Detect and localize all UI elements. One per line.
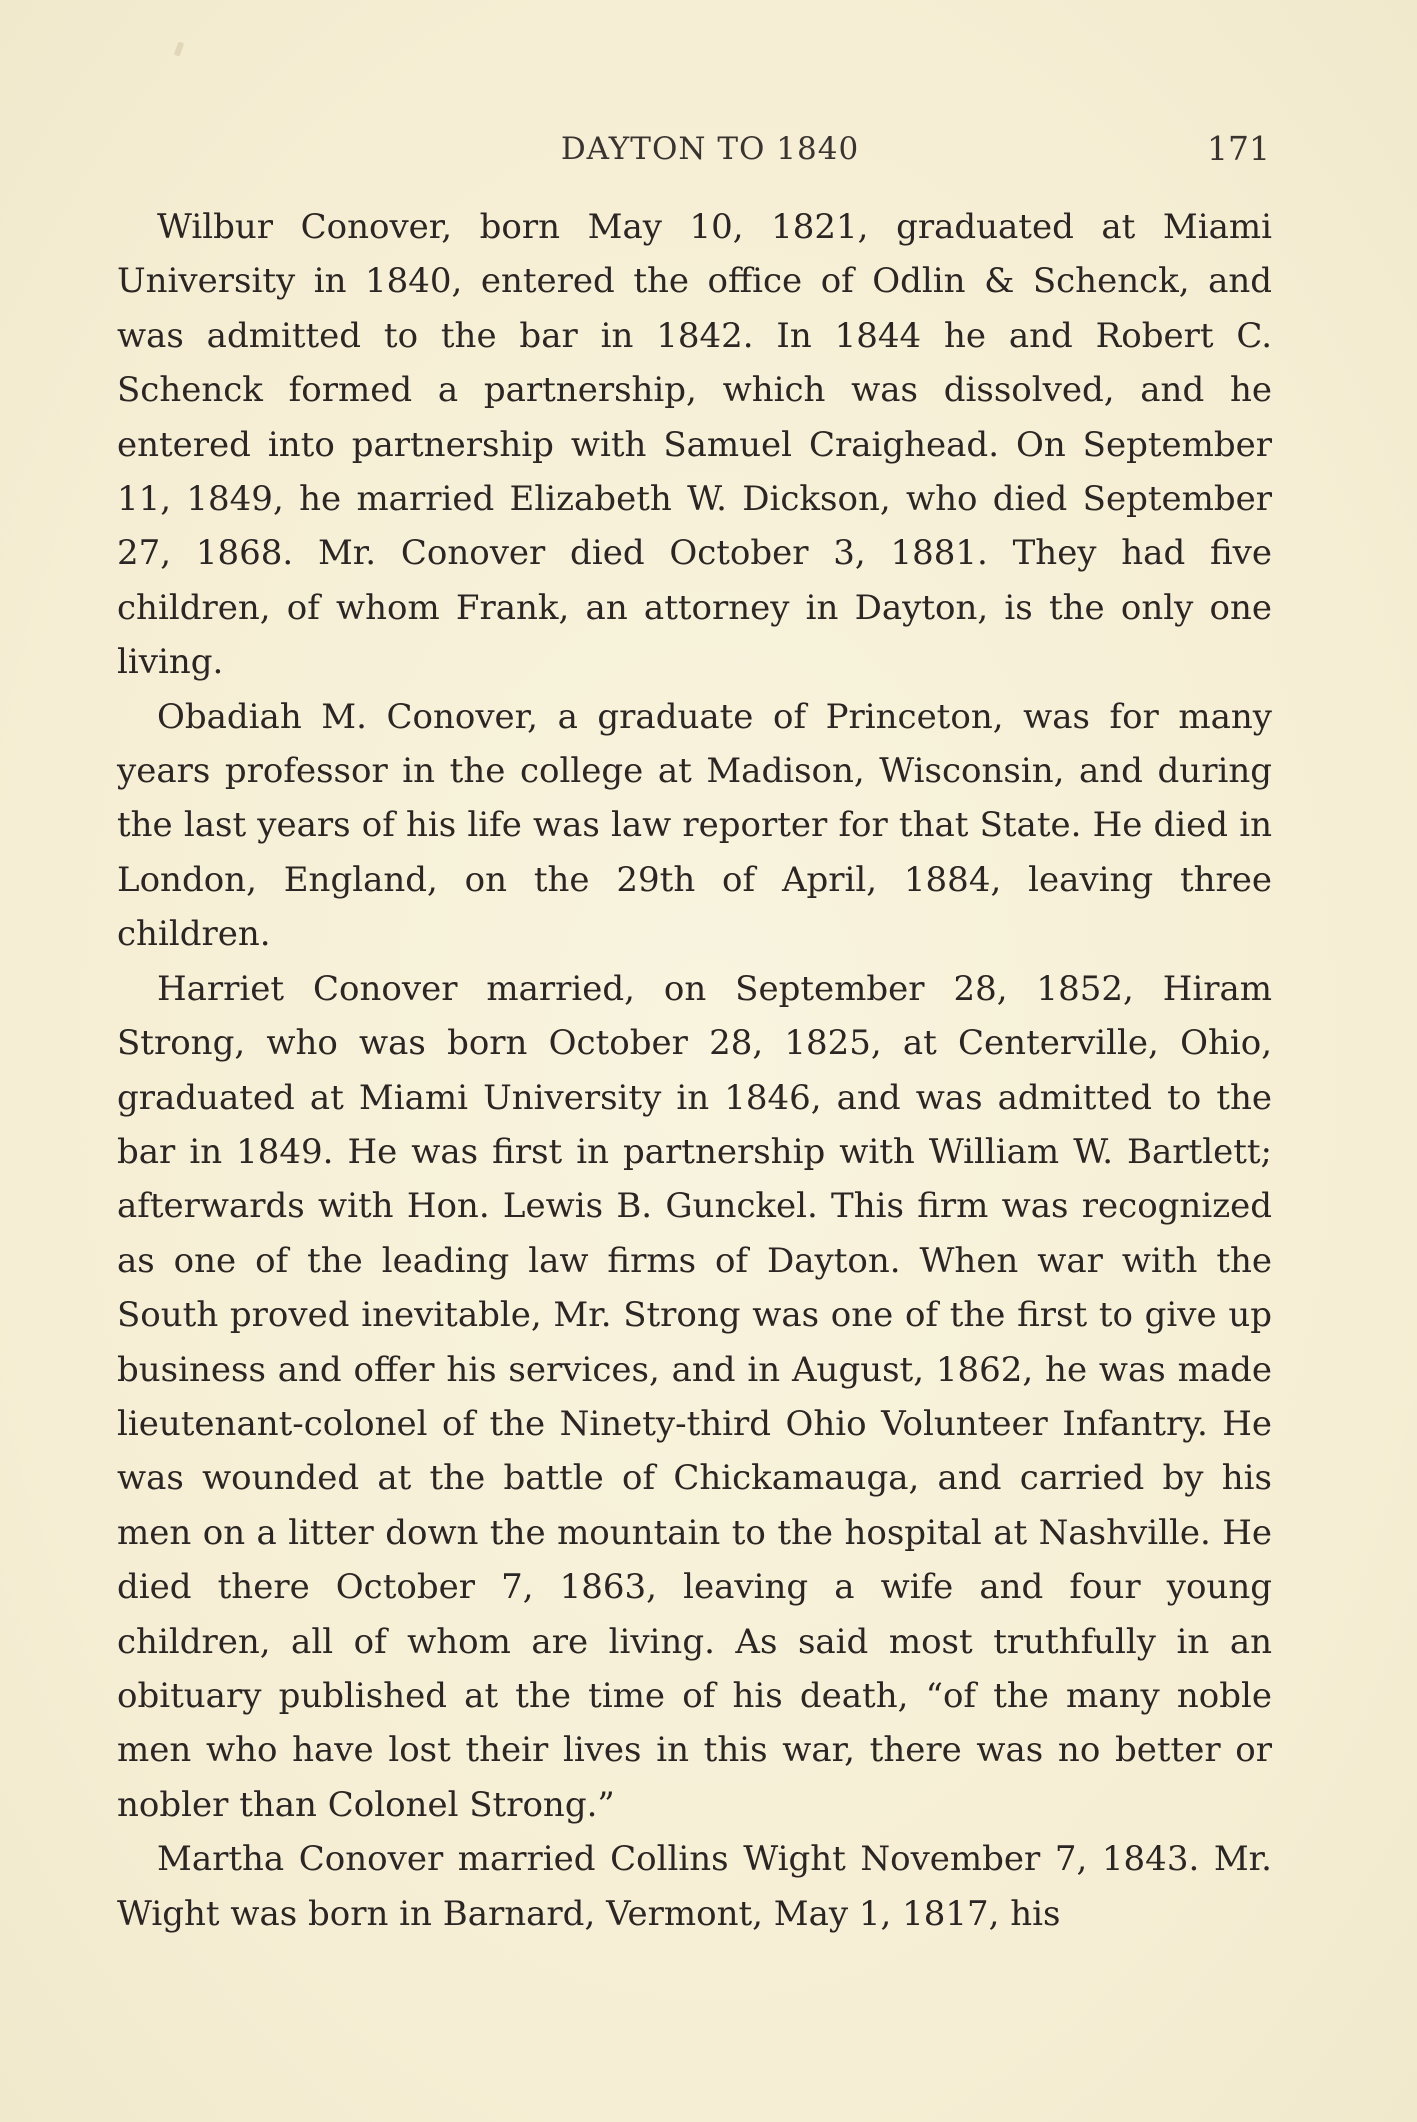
pencil-mark [174, 41, 184, 56]
paragraph-martha-conover: Martha Conover married Collins Wight November 7, 1843. Mr. Wight was born in Barnard, Vermont, May 1, 1817, his [117, 1839, 1272, 1934]
page-header [150, 123, 1270, 175]
body-text [117, 200, 1272, 1941]
paragraph-harriet-conover: Harriet Conover married, on September 28, 1852, Hiram Strong, who was born October 28, 1825, at Centerville, Ohio, graduated at Miami University in 1846, and was admitted to the bar in 1849. He was first in partnership with William W. Bartlett; afterwards with Hon. Lewis B. Gunckel. This firm was recognized as one of the leading law firms of Dayton. When war with the South proved inevitable, Mr. Strong was one of the first to give up business and offer his services, and in August, 1862, he was made lieutenant-colonel of the Ninety-third Ohio Volunteer Infantry. He was wounded at the battle of Chickamauga, and carried by his men on a litter down the mountain to the hospital at Nashville. He died there October 7, 1863, leaving a wife and four young children, all of whom are living. As said most truthfully in an obituary published at the time of his death, “of the many noble men who have lost their lives in this war, there was no better or nobler than Colonel Strong.” [117, 968, 1272, 1825]
paragraph-wilbur-conover: Wilbur Conover, born May 10, 1821, graduated at Miami University in 1840, entered the office of Odlin & Schenck, and was admitted to the bar in 1842. In 1844 he and Robert C. Schenck formed a partnership, which was dissolved, and he entered into partnership with Samuel Craighead. On September 11, 1849, he married Elizabeth W. Dickson, who died September 27, 1868. Mr. Conover died October 3, 1881. They had five children, of whom Frank, an attorney in Dayton, is the only one living. [117, 207, 1272, 683]
paragraph-obadiah-conover: Obadiah M. Conover, a graduate of Princeton, was for many years professor in the college at Madison, Wisconsin, and during the last years of his life was law reporter for that State. He died in London, England, on the 29th of April, 1884, leaving three children. [117, 696, 1272, 955]
running-head: DAYTON TO 1840 [560, 131, 860, 167]
page-number: 171 [1207, 129, 1270, 168]
